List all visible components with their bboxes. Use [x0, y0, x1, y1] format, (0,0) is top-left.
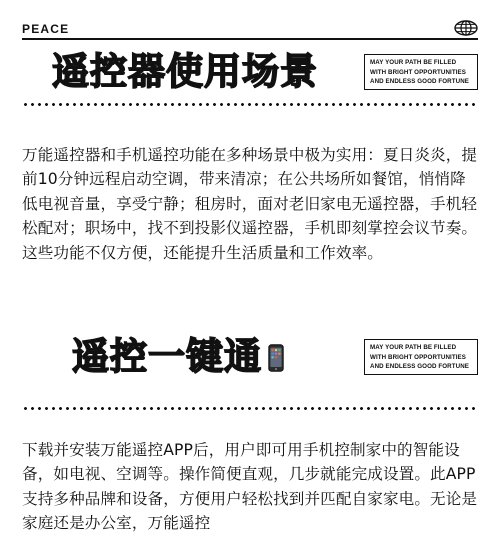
tagline-line: WITH BRIGHT OPPORTUNITIES: [370, 353, 466, 361]
section-body: 万能遥控器和手机遥控功能在多种场景中极为实用：夏日炎炎，提前10分钟远程启动空调，带来清凉；在公共场所如餐馆，悄悄降低电视音量，享受宁静；租房时，面对老旧家电无遥控器，手机轻松配对；职场中，找不到投影仪遥控器，手机即刻掌控会议节奏。这些功能不仅方便，还能提升生活质量和工作效率。: [22, 146, 478, 262]
globe-icon: [454, 20, 478, 36]
tagline-line: AND ENDLESS GOOD FORTUNE: [370, 363, 469, 371]
section-heading-one-touch: [22, 334, 478, 382]
tagline-line: MAY YOUR PATH BE FILLED: [370, 344, 457, 351]
section-body: 下载并安装万能遥控APP后，用户即可用手机控制家中的智能设备，如电视、空调等。操作简便直观，几步就能完成设置。此APP支持多种品牌和设备，方便用户轻松找到并匹配自家家电。无论是家庭还是办公室，万能遥控: [22, 441, 478, 533]
tagline-box: [364, 339, 478, 375]
section-title: 遥控器使用场景: [52, 50, 318, 93]
mobile-phone-icon: [268, 344, 284, 372]
section-title-wrap: [72, 334, 284, 380]
top-bar: [22, 20, 478, 38]
top-divider: [22, 38, 478, 40]
section-heading-usage: [22, 49, 478, 97]
section-title: 遥控一键通: [72, 335, 262, 378]
tagline-line: AND ENDLESS GOOD FORTUNE: [370, 78, 469, 86]
brand-label: PEACE: [22, 22, 70, 36]
tagline-box: [364, 54, 478, 90]
dotted-divider: [22, 103, 478, 106]
tagline-line: MAY YOUR PATH BE FILLED: [370, 59, 457, 66]
tagline-line: WITH BRIGHT OPPORTUNITIES: [370, 68, 466, 76]
dotted-divider: [22, 407, 478, 410]
